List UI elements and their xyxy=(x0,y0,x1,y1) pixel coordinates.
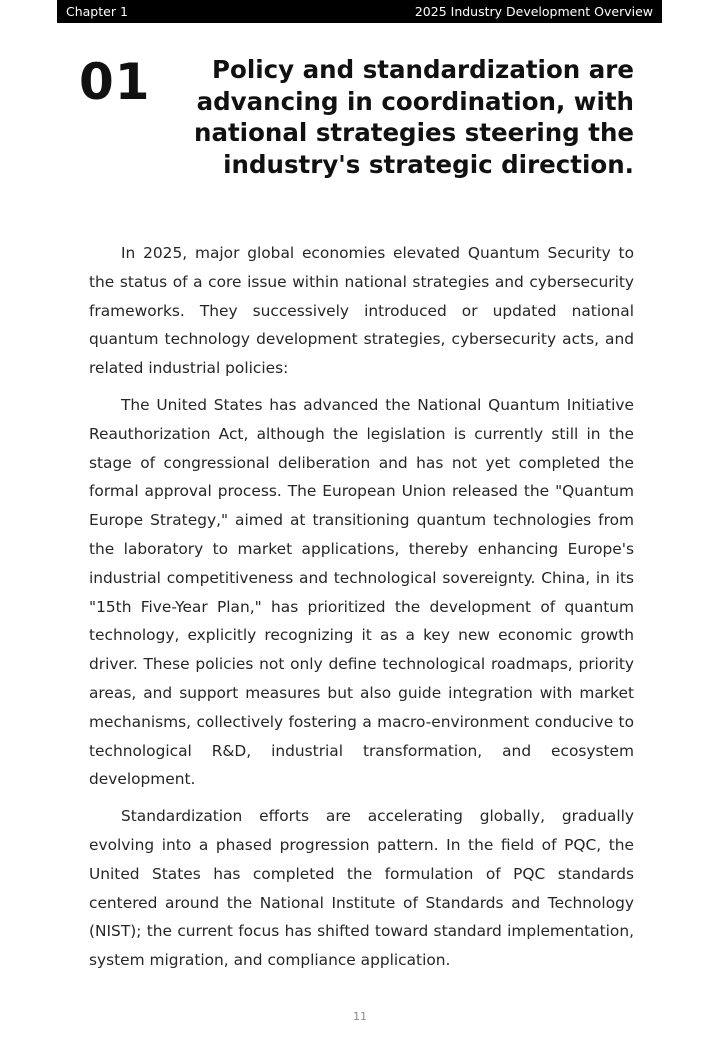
paragraph: The United States has advanced the National Quantum Initiative Reauthorization Act, although the legislation is currently still in the stage of congressional deliberation and has not yet completed the formal approval process. The European Union released the "Quantum Europe Strategy," aimed at transitioning quantum technologies from the laboratory to market applications, thereby enhancing Europe's industrial competitiveness and technological sovereignty. China, in its "15th Five-Year Plan," has prioritized the development of quantum technology, explicitly recognizing it as a key new economic growth driver. These policies not only define technological roadmaps, priority areas, and support measures but also guide integration with market mechanisms, collectively fostering a macro-environment conducive to technological R&D, industrial transformation, and ecosystem development. xyxy=(89,395,634,789)
paragraph: In 2025, major global economies elevated Quantum Security to the status of a core issue within national strategies and cybersecurity frameworks. They successively introduced or updated national quantum technology development strategies, cybersecurity acts, and related industrial policies: xyxy=(89,244,634,378)
paragraph: Standardization efforts are accelerating globally, gradually evolving into a phased progression pattern. In the field of PQC, the United States has completed the formulation of PQC standards centered around the National Institute of Standards and Technology (NIST); the current focus has shifted toward standard implementation, system migration, and compliance application. xyxy=(89,807,634,970)
report-title: 2025 Industry Development Overview xyxy=(414,4,653,19)
section-headline: Policy and standardization are advancing in coordination, with national strategies steering the industry's strategic direction. xyxy=(194,55,635,179)
page-number: 11 xyxy=(353,1010,367,1023)
chapter-label: Chapter 1 xyxy=(66,4,128,19)
section-number: 01 xyxy=(79,53,151,111)
running-header xyxy=(57,0,662,23)
body-text xyxy=(89,239,634,983)
